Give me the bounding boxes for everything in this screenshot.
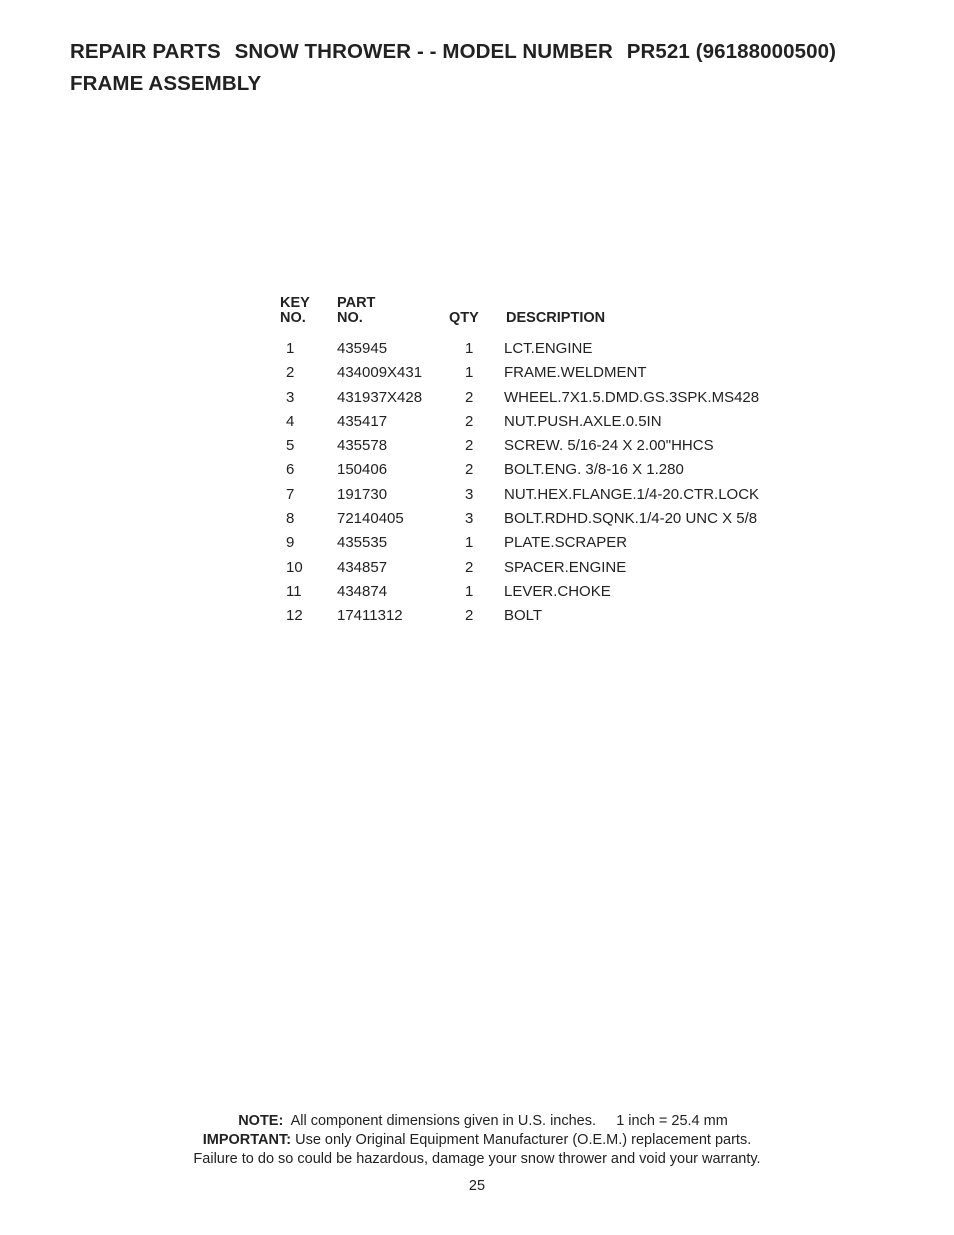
cell-description: BOLT.RDHD.SQNK.1/4-20 UNC X 5/8 <box>504 510 758 528</box>
cell-key: 9 <box>286 534 295 552</box>
table-row <box>280 604 800 628</box>
cell-part: 431937X428 <box>337 388 423 406</box>
table-row <box>280 507 800 531</box>
cell-key: 7 <box>286 485 295 503</box>
page-number: 25 <box>468 1178 486 1194</box>
cell-description: BOLT.ENG. 3/8-16 X 1.280 <box>504 461 684 479</box>
header-key-line2: NO. <box>280 310 306 326</box>
note-text: All component dimensions given in U.S. inches. <box>290 1113 597 1129</box>
cell-part: 434009X431 <box>337 364 423 382</box>
title-repair-parts: REPAIR PARTS <box>70 40 221 63</box>
table-row <box>280 434 800 458</box>
table-row <box>280 337 800 361</box>
cell-key: 10 <box>286 558 303 576</box>
header-qty: QTY <box>449 310 479 326</box>
cell-key: 12 <box>286 607 303 625</box>
title-model-code: PR521 (96188000500) <box>626 40 837 63</box>
title-snow-thrower-model: SNOW THROWER - - MODEL NUMBER <box>234 40 613 63</box>
cell-part: 17411312 <box>337 607 403 625</box>
cell-part: 435578 <box>337 437 388 455</box>
cell-key: 2 <box>286 364 295 382</box>
note-line <box>12 1112 954 1131</box>
cell-qty: 1 <box>465 582 474 600</box>
footer-notes <box>0 1112 954 1169</box>
cell-description: LEVER.CHOKE <box>504 582 611 600</box>
cell-part: 434874 <box>337 582 388 600</box>
table-body <box>280 337 800 629</box>
important-label: IMPORTANT: <box>202 1132 292 1148</box>
title-line-1 <box>70 36 836 68</box>
table-row <box>280 410 800 434</box>
cell-key: 5 <box>286 437 295 455</box>
header-key-no <box>280 296 310 326</box>
table-row <box>280 580 800 604</box>
table-row <box>280 483 800 507</box>
cell-key: 3 <box>286 388 295 406</box>
note-conversion: 1 inch = 25.4 mm <box>616 1113 728 1129</box>
cell-qty: 2 <box>465 388 474 406</box>
important-line <box>0 1131 954 1150</box>
table-row <box>280 386 800 410</box>
table-row <box>280 458 800 482</box>
cell-part: 434857 <box>337 558 388 576</box>
cell-qty: 3 <box>465 510 474 528</box>
cell-description: FRAME.WELDMENT <box>504 364 647 382</box>
header-key-line1: KEY <box>280 295 310 311</box>
header-part-line1: PART <box>337 295 376 311</box>
cell-key: 11 <box>286 582 302 600</box>
cell-description: NUT.HEX.FLANGE.1/4-20.CTR.LOCK <box>504 485 760 503</box>
cell-key: 4 <box>286 412 295 430</box>
header-part-no <box>337 296 375 326</box>
important-text: Use only Original Equipment Manufacturer (O.E.M.) replacement parts. <box>295 1132 752 1148</box>
cell-description: PLATE.SCRAPER <box>504 534 628 552</box>
table-header <box>280 296 800 330</box>
cell-key: 8 <box>286 510 295 528</box>
cell-description: BOLT <box>504 607 543 625</box>
cell-qty: 1 <box>465 534 474 552</box>
parts-list-table <box>280 296 800 629</box>
cell-part: 72140405 <box>337 510 404 528</box>
cell-part: 435945 <box>337 340 388 357</box>
cell-description: WHEEL.7X1.5.DMD.GS.3SPK.MS428 <box>504 388 760 406</box>
cell-qty: 1 <box>465 364 474 382</box>
table-row <box>280 361 800 385</box>
cell-qty: 3 <box>465 485 474 503</box>
cell-key: 6 <box>286 461 295 479</box>
cell-part: 191730 <box>337 485 388 503</box>
cell-description: SCREW. 5/16-24 X 2.00"HHCS <box>504 437 714 455</box>
header-description: DESCRIPTION <box>506 310 606 326</box>
cell-description: SPACER.ENGINE <box>504 558 627 576</box>
cell-key: 1 <box>286 340 295 357</box>
cell-description: NUT.PUSH.AXLE.0.5IN <box>504 412 662 430</box>
cell-part: 150406 <box>337 461 388 479</box>
cell-part: 435417 <box>337 412 388 430</box>
warning-line: Failure to do so could be hazardous, damage your snow thrower and void your warranty. <box>193 1151 761 1167</box>
table-row <box>280 556 800 580</box>
cell-qty: 2 <box>465 437 474 455</box>
note-label: NOTE: <box>238 1113 284 1129</box>
cell-qty: 2 <box>465 558 474 576</box>
cell-qty: 2 <box>465 607 474 625</box>
title-line-2: FRAME ASSEMBLY <box>70 72 262 95</box>
cell-part: 435535 <box>337 534 388 552</box>
cell-qty: 2 <box>465 412 474 430</box>
page-title <box>70 36 836 100</box>
cell-qty: 1 <box>465 340 474 357</box>
header-part-line2: NO. <box>337 310 363 326</box>
cell-qty: 2 <box>465 461 474 479</box>
table-row <box>280 531 800 555</box>
cell-description: LCT.ENGINE <box>504 340 593 357</box>
